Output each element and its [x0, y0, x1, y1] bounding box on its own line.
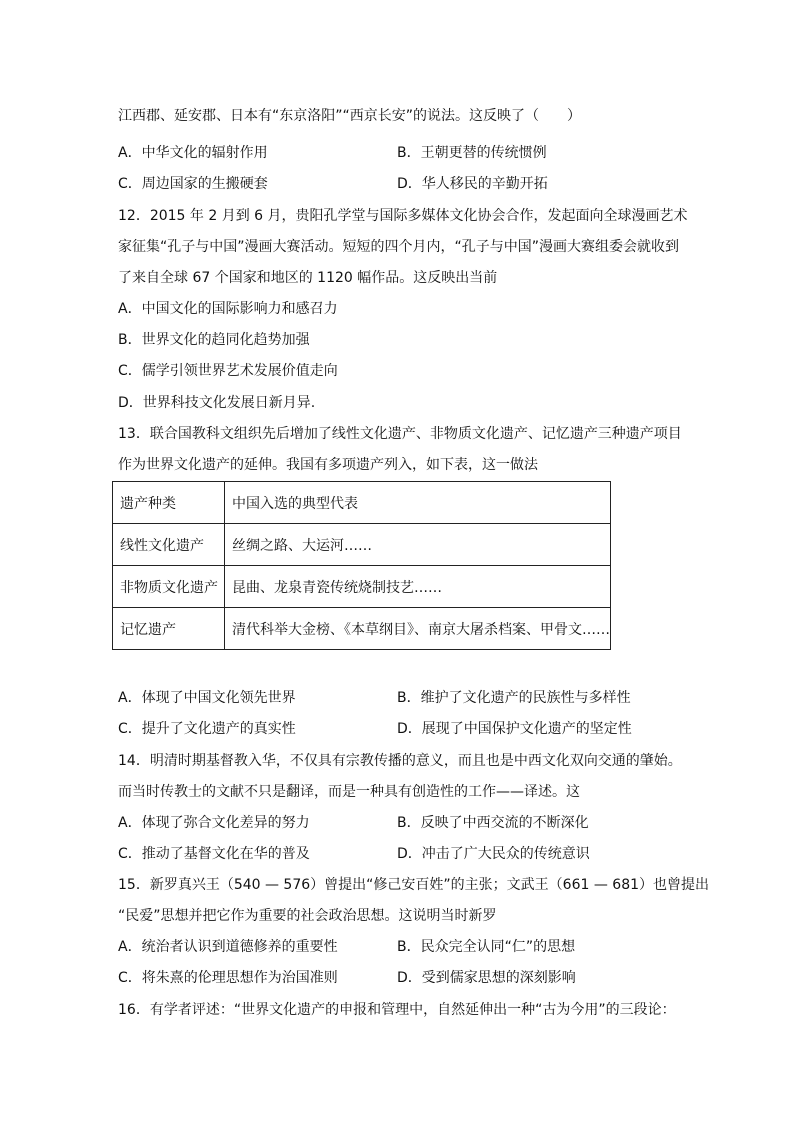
table-cell: 清代科举大金榜、《本草纲目》、南京大屠杀档案、甲骨文…… [225, 608, 611, 650]
table-cell: 丝绸之路、大运河…… [225, 524, 611, 566]
q11-stem: 江西郡、延安郡、日本有“东京洛阳”“西京长安”的说法。这反映了（ ） [118, 108, 582, 124]
table-header-cell: 中国入选的典型代表 [225, 482, 611, 524]
q15-option-a[interactable]: A．统治者认识到道德修养的重要性 [118, 939, 338, 955]
q12-option-b[interactable]: B．世界文化的趋同化趋势加强 [118, 332, 310, 348]
q15-stem-line-2: “民爱”思想并把它作为重要的社会政治思想。这说明当时新罗 [118, 908, 497, 924]
q11-option-c[interactable]: C．周边国家的生搬硬套 [118, 176, 268, 192]
q14-option-d[interactable]: D．冲击了广大民众的传统意识 [397, 846, 590, 862]
heritage-table [112, 481, 611, 650]
q14-option-c[interactable]: C．推动了基督文化在华的普及 [118, 846, 310, 862]
q12-option-c[interactable]: C．儒学引领世界艺术发展价值走向 [118, 363, 338, 379]
q14-option-a[interactable]: A．体现了弥合文化差异的努力 [118, 815, 310, 831]
q12-stem-line-2: 家征集“孔子与中国”漫画大赛活动。短短的四个月内，“孔子与中国”漫画大赛组委会就收到 [118, 239, 680, 255]
table-row [113, 524, 611, 566]
q15-option-b[interactable]: B．民众完全认同“仁”的思想 [397, 939, 576, 955]
q12-option-a[interactable]: A．中国文化的国际影响力和感召力 [118, 301, 338, 317]
table-cell: 记忆遗产 [113, 608, 225, 650]
table-header-cell: 遗产种类 [113, 482, 225, 524]
q11-option-a[interactable]: A．中华文化的辐射作用 [118, 145, 268, 161]
q13-stem-line-1: 13．联合国教科文组织先后增加了线性文化遗产、非物质文化遗产、记忆遗产三种遗产项目 [118, 426, 682, 442]
q14-stem-line-2: 而当时传教士的文献不只是翻译，而是一种具有创造性的工作——译述。这 [118, 784, 580, 800]
q14-stem-line-1: 14．明清时期基督教入华，不仅具有宗教传播的意义，而且也是中西文化双向交通的肇始。 [118, 753, 682, 769]
q15-option-c[interactable]: C．将朱熹的伦理思想作为治国准则 [118, 970, 338, 986]
q13-option-a[interactable]: A．体现了中国文化领先世界 [118, 690, 296, 706]
q13-stem-line-2: 作为世界文化遗产的延伸。我国有多项遗产列入，如下表，这一做法 [118, 457, 538, 473]
q12-stem-line-1: 12．2015 年 2 月到 6 月，贵阳孔学堂与国际多媒体文化协会合作，发起面向全球漫画艺术 [118, 208, 688, 224]
table-cell: 线性文化遗产 [113, 524, 225, 566]
table-row [113, 608, 611, 650]
q11-option-b[interactable]: B．王朝更替的传统惯例 [397, 145, 547, 161]
q13-option-d[interactable]: D．展现了中国保护文化遗产的坚定性 [397, 721, 632, 737]
q11-option-d[interactable]: D．华人移民的辛勤开拓 [397, 176, 548, 192]
q13-option-c[interactable]: C．提升了文化遗产的真实性 [118, 721, 296, 737]
table-row [113, 482, 611, 524]
table-cell: 昆曲、龙泉青瓷传统烧制技艺…… [225, 566, 611, 608]
q15-option-d[interactable]: D．受到儒家思想的深刻影响 [397, 970, 576, 986]
q13-option-b[interactable]: B．维护了文化遗产的民族性与多样性 [397, 690, 631, 706]
q14-option-b[interactable]: B．反映了中西交流的不断深化 [397, 815, 589, 831]
q15-stem-line-1: 15．新罗真兴王（540 — 576）曾提出“修己安百姓”的主张；文武王（661 — 681）也曾提出 [118, 877, 710, 893]
q12-option-d[interactable]: D．世界科技文化发展日新月异. [118, 395, 316, 411]
q12-stem-line-3: 了来自全球 67 个国家和地区的 1120 幅作品。这反映出当前 [118, 270, 498, 286]
table-cell: 非物质文化遗产 [113, 566, 225, 608]
table-row [113, 566, 611, 608]
q16-stem-line-1: 16．有学者评述：“世界文化遗产的申报和管理中，自然延伸出一种“古为今用”的三段论： [118, 1002, 676, 1018]
